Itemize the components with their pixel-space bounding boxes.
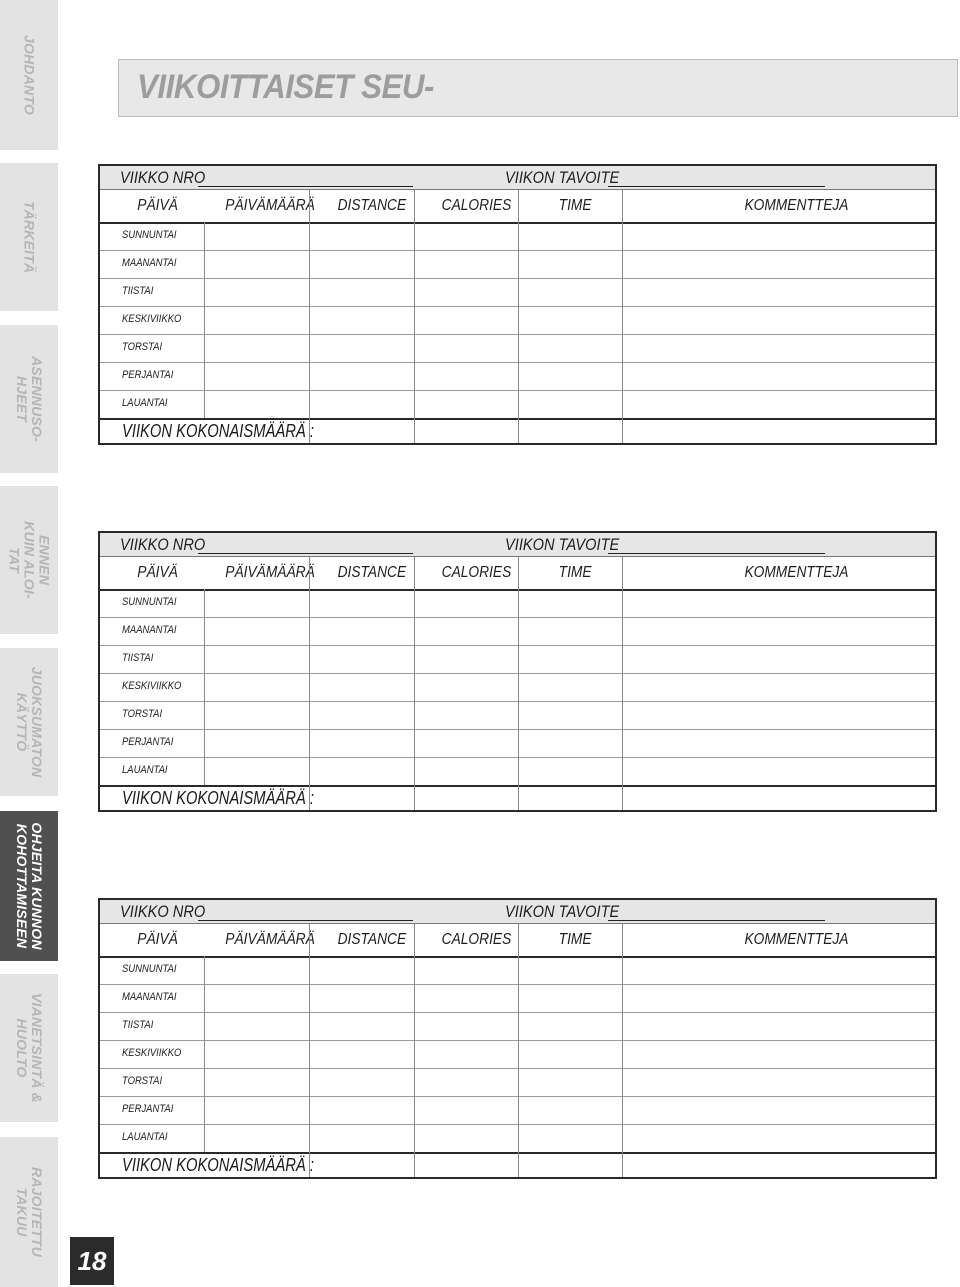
day-label: SUNNUNTAI	[122, 963, 177, 975]
column-divider	[622, 190, 623, 443]
day-label: LAUANTAI	[122, 1131, 168, 1143]
day-label: TIISTAI	[122, 285, 154, 297]
tab-label: ASENNUSO- HJEET	[14, 356, 45, 442]
column-header: PÄIVÄMÄÄRÄ	[225, 564, 315, 581]
column-divider	[414, 557, 415, 810]
column-header: DISTANCE	[337, 197, 407, 214]
column-divider	[414, 190, 415, 443]
day-label: TIISTAI	[122, 652, 154, 664]
tab-label: JUOKSUMATON KÄYTTÖ	[14, 666, 45, 778]
week-header	[100, 533, 935, 557]
tab-ennen-kuin-aloitat[interactable]	[0, 486, 58, 634]
day-label: PERJANTAI	[122, 736, 174, 748]
day-label: KESKIVIIKKO	[122, 680, 182, 692]
week-number-label: VIIKKO NRO	[120, 902, 206, 921]
tab-tarkeita[interactable]	[0, 163, 58, 311]
tab-label: TÄRKEITÄ	[21, 200, 38, 274]
tab-vianetsinta-huolto[interactable]	[0, 974, 58, 1122]
week-number-label: VIIKKO NRO	[120, 535, 206, 554]
column-divider	[622, 557, 623, 810]
column-divider	[309, 557, 310, 810]
page-number: 18	[70, 1237, 114, 1285]
column-header: DISTANCE	[337, 931, 407, 948]
tab-label: RAJOITETTU TAKUU	[14, 1167, 45, 1257]
day-label: PERJANTAI	[122, 1103, 174, 1115]
column-header: TIME	[558, 564, 592, 581]
week-goal-field[interactable]	[608, 920, 825, 921]
day-label: TIISTAI	[122, 1019, 154, 1031]
column-divider	[204, 589, 205, 785]
total-label: VIIKON KOKONAISMÄÄRÄ :	[122, 1155, 314, 1175]
total-label: VIIKON KOKONAISMÄÄRÄ :	[122, 421, 314, 441]
week-header	[100, 166, 935, 190]
week-number-field[interactable]	[198, 186, 413, 187]
day-label: TORSTAI	[122, 341, 163, 353]
week-header	[100, 900, 935, 924]
column-divider	[309, 190, 310, 443]
tab-label: ENNEN KUIN ALOI- TAT	[6, 521, 53, 599]
weekly-log-table-1[interactable]	[98, 164, 937, 445]
week-number-label: VIIKKO NRO	[120, 168, 206, 187]
column-header: PÄIVÄ	[137, 197, 178, 214]
tab-label: JOHDANTO	[21, 35, 38, 115]
tab-asennusohjeet[interactable]	[0, 325, 58, 473]
week-goal-label: VIIKON TAVOITE	[505, 168, 620, 187]
weekly-log-table-3[interactable]	[98, 898, 937, 1179]
column-header: KOMMENTTEJA	[744, 564, 849, 581]
column-divider	[518, 924, 519, 1177]
column-header: PÄIVÄ	[137, 564, 178, 581]
page-title: VIIKOITTAISET SEU-	[137, 68, 435, 106]
week-number-field[interactable]	[198, 920, 413, 921]
day-label: KESKIVIIKKO	[122, 1047, 182, 1059]
day-label: KESKIVIIKKO	[122, 313, 182, 325]
column-header: PÄIVÄMÄÄRÄ	[225, 197, 315, 214]
day-label: PERJANTAI	[122, 369, 174, 381]
tab-juoksumaton-kaytto[interactable]	[0, 648, 58, 796]
column-header: CALORIES	[441, 197, 512, 214]
column-divider	[518, 190, 519, 443]
tab-ohjeita-kunnon-kohottamiseen[interactable]	[0, 811, 58, 961]
week-goal-field[interactable]	[608, 553, 825, 554]
column-header: TIME	[558, 931, 592, 948]
day-label: TORSTAI	[122, 708, 163, 720]
column-header: TIME	[558, 197, 592, 214]
column-divider	[309, 924, 310, 1177]
column-divider	[414, 924, 415, 1177]
day-label: MAANANTAI	[122, 991, 177, 1003]
day-label: MAANANTAI	[122, 624, 177, 636]
page-title-banner	[118, 59, 958, 117]
tab-rajoitettu-takuu[interactable]	[0, 1137, 58, 1287]
column-header: PÄIVÄ	[137, 931, 178, 948]
week-number-field[interactable]	[198, 553, 413, 554]
column-divider	[518, 557, 519, 810]
column-header: CALORIES	[441, 931, 512, 948]
week-goal-field[interactable]	[608, 186, 825, 187]
column-divider	[204, 222, 205, 418]
column-header: PÄIVÄMÄÄRÄ	[225, 931, 315, 948]
day-label: LAUANTAI	[122, 397, 168, 409]
week-goal-label: VIIKON TAVOITE	[505, 535, 620, 554]
weekly-log-table-2[interactable]	[98, 531, 937, 812]
column-header: CALORIES	[441, 564, 512, 581]
day-label: SUNNUNTAI	[122, 229, 177, 241]
day-label: TORSTAI	[122, 1075, 163, 1087]
tab-label: VIANETSINTÄ & HUOLTO	[14, 993, 45, 1103]
column-header: DISTANCE	[337, 564, 407, 581]
tab-label: OHJEITA KUNNON KOHOTTAMISEEN	[14, 822, 45, 950]
column-header: KOMMENTTEJA	[744, 931, 849, 948]
section-tabs	[0, 0, 58, 1287]
week-goal-label: VIIKON TAVOITE	[505, 902, 620, 921]
total-label: VIIKON KOKONAISMÄÄRÄ :	[122, 788, 314, 808]
column-divider	[622, 924, 623, 1177]
day-label: LAUANTAI	[122, 764, 168, 776]
day-label: SUNNUNTAI	[122, 596, 177, 608]
column-header: KOMMENTTEJA	[744, 197, 849, 214]
column-divider	[204, 956, 205, 1152]
tab-johdanto[interactable]	[0, 0, 58, 150]
day-label: MAANANTAI	[122, 257, 177, 269]
